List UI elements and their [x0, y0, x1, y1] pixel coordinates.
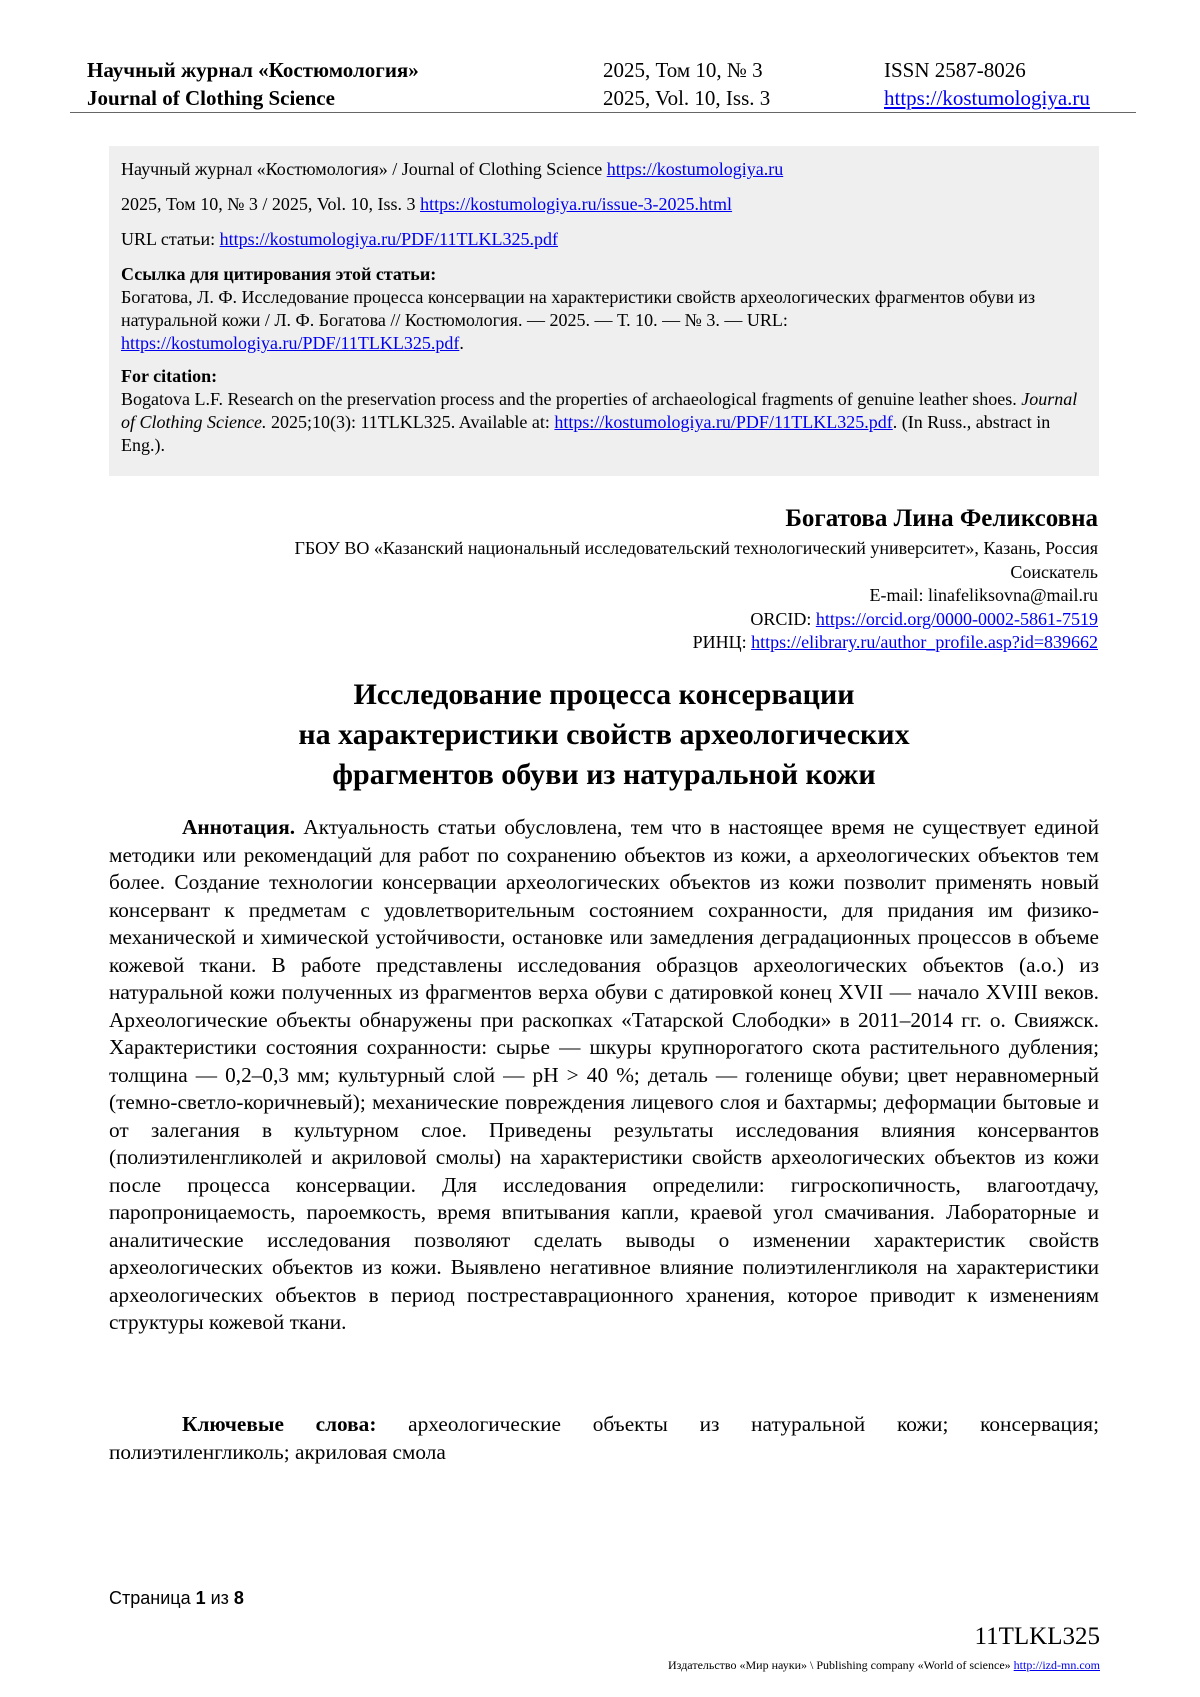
author-position: Соискатель: [1010, 561, 1098, 582]
issue-en: 2025, Vol. 10, Iss. 3: [603, 86, 771, 110]
article-code: 11TLKL325: [974, 1623, 1100, 1650]
publisher-link[interactable]: http://izd-mn.com: [1013, 1658, 1100, 1672]
journal-link[interactable]: https://kostumologiya.ru: [606, 159, 784, 179]
author-affiliation: ГБОУ ВО «Казанский национальный исследовательский технологический университет», Казань, Россия: [294, 538, 1098, 558]
title-line: Исследование процесса консервации: [353, 678, 855, 711]
article-pdf-link[interactable]: https://kostumologiya.ru/PDF/11TLKL325.pdf: [219, 229, 558, 249]
keywords-label: Ключевые слова:: [182, 1412, 377, 1436]
citation-issue-line: 2025, Том 10, № 3 / 2025, Vol. 10, Iss. 3 https://kostumologiya.ru/issue-3-2025.html: [121, 194, 733, 214]
author-block: [295, 503, 1099, 655]
header-divider: [70, 112, 1136, 113]
journal-name-ru: Научный журнал «Костюмология»: [87, 58, 419, 82]
citation-ru-heading: Ссылка для цитирования этой статьи:: [121, 264, 437, 284]
rinc-link[interactable]: https://elibrary.ru/author_profile.asp?id=839662: [751, 632, 1098, 652]
citation-ru-link[interactable]: https://kostumologiya.ru/PDF/11TLKL325.pdf: [121, 333, 460, 353]
citation-en-link[interactable]: https://kostumologiya.ru/PDF/11TLKL325.pdf: [554, 412, 893, 432]
author-rinc: РИНЦ: https://elibrary.ru/author_profile.asp?id=839662: [692, 632, 1098, 652]
issue-link[interactable]: https://kostumologiya.ru/issue-3-2025.html: [420, 194, 733, 214]
citation-url-line: URL статьи: https://kostumologiya.ru/PDF/11TLKL325.pdf: [121, 229, 558, 249]
citation-en: For citation: Bogatova L.F. Research on the preservation process and the properties of archaeological fragments of genuine leather shoes. Journal of Clothing Science. 2025;10(3): 11TLKL325. Available at: https://kostumologiya.ru/PDF/11TLKL325.pdf. (In Russ., abstract in Eng.).: [121, 366, 1078, 455]
citation-journal-line: Научный журнал «Костюмология» / Journal of Clothing Science https://kostumologiya.ru: [121, 159, 784, 179]
citation-en-journal: Journal of Clothing Science.: [121, 389, 1078, 432]
journal-name-en: Journal of Clothing Science: [87, 86, 335, 110]
citation-en-heading: For citation:: [121, 366, 218, 386]
header-journal-title: [87, 56, 419, 112]
issue-ru: 2025, Том 10, № 3: [603, 58, 763, 82]
page-number: Страница 1 из 8: [109, 1588, 244, 1608]
title-line: фрагментов обуви из натуральной кожи: [332, 758, 876, 791]
article-title: [109, 675, 1099, 795]
author-name: Богатова Лина Феликсовна: [785, 505, 1098, 532]
citation-en-text: Bogatova L.F. Research on the preservation process and the properties of archaeological fragments of genuine leather shoes.: [121, 389, 1022, 409]
issn: ISSN 2587-8026: [884, 58, 1026, 82]
orcid-link[interactable]: https://orcid.org/0000-0002-5861-7519: [815, 608, 1098, 629]
keywords-text: археологические объекты из натуральной кожи; консервация; полиэтиленгликоль; акриловая смола: [109, 1412, 1099, 1464]
citation-ru: Ссылка для цитирования этой статьи: Богатова, Л. Ф. Исследование процесса консервации на характеристики свойств археологических фрагментов обуви из натуральной кожи / Л. Ф. Богатова // Костюмология. — 2025. — Т. 10. — № 3. — URL: https://kostumologiya.ru/PDF/11TLKL325.pdf.: [121, 264, 1036, 353]
page-total: 8: [233, 1588, 244, 1608]
page-current: 1: [195, 1588, 206, 1608]
author-orcid: ORCID: https://orcid.org/0000-0002-5861-7519: [750, 608, 1098, 629]
header-issue: [603, 56, 770, 112]
keywords: [109, 1411, 1099, 1466]
title-line: на характеристики свойств археологических: [298, 718, 910, 751]
journal-site-link[interactable]: https://kostumologiya.ru: [884, 86, 1090, 110]
abstract: [109, 814, 1099, 1337]
abstract-text: Актуальность статьи обусловлена, тем что в настоящее время не существует единой методики или рекомендаций для работ по сохранению объектов из кожи, а археологических объектов тем более. Создание технологии консервации археологических объектов из кожи позволит применять новый консервант к предметам с удовлетворительным состоянием сохранности, для придания им физико-механической и химической устойчивости, остановке или замедления деградационных процессов в объеме кожевой ткани. В работе представлены исследования образцов археологических объектов (а.о.) из натуральной кожи полученных из фрагментов верха обуви с датировкой конец XVII — начало XVIII веков. Археологические объекты обнаружены при раскопках «Татарской Слободки» в 2011–2014 гг. о. Свияжск. Характеристики состояния сохранности: сырье — шкуры крупнорогатого скота растительного дубления; толщина — 0,2–0,3 мм; культурный слой — pH > 40 %; деталь — голенище обуви; цвет неравномерный (темно-светло-коричневый); механические повреждения лицевого слоя и бахтармы; деформации бытовые и от залегания в культурном слое. Приведены результаты исследования влияния консервантов (полиэтиленгликолей и акриловой смолы) на характеристики свойств археологических объектов из кожи после процесса консервации. Для исследования определили: гигроскопичность, влагоотдачу, паропроницаемость, пароемкость, время впитывания капли, краевой угол смачивания. Лабораторные и аналитические исследования позволяют сделать выводы о изменении характеристик свойств археологических объектов из кожи. Выявлено негативное влияние полиэтиленгликоля на характеристики археологических объектов в период постреставрационного хранения, которое приводит к изменениям структуры кожевой ткани.: [109, 815, 1099, 1334]
abstract-label: Аннотация.: [182, 815, 296, 839]
header-issn-block: [884, 56, 1090, 112]
citation-ru-text: Богатова, Л. Ф. Исследование процесса консервации на характеристики свойств археологических фрагментов обуви из натуральной кожи / Л. Ф. Богатова // Костюмология. — 2025. — Т. 10. — № 3. — URL:: [121, 287, 1036, 330]
author-email: E-mail: linafeliksovna@mail.ru: [869, 585, 1098, 605]
citation-box: [109, 146, 1099, 476]
publisher-line: Издательство «Мир науки» \ Publishing company «World of science» http://izd-mn.com: [668, 1658, 1100, 1672]
